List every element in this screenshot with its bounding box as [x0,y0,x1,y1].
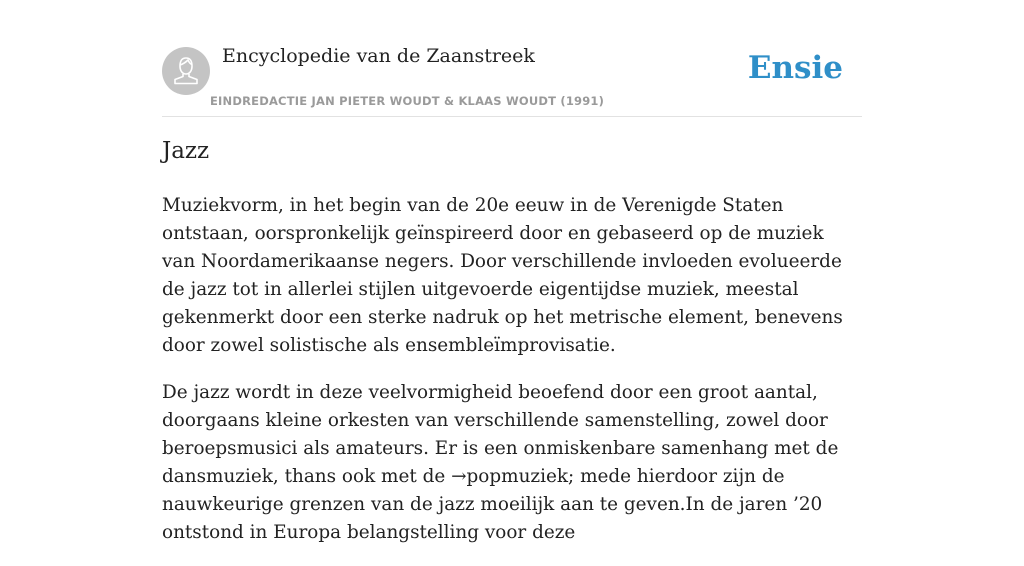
entry-body [162,192,862,566]
source-avatar[interactable] [162,47,210,95]
entry-title: Jazz [162,138,210,164]
entry-paragraph: Muziekvorm, in het begin van de 20e eeuw in de Verenigde Staten ontstaan, oorspronkelijk geïnspireerd door en gebaseerd op de muziek van Noordamerikaanse negers. Door verschillende invloeden evolueerde de jazz tot in allerlei stijlen uitgevoerde eigentijdse muziek, meestal gekenmerkt door een sterke nadruk op het metrische element, benevens door zowel solistische als ensembleïmprovisatie. [162,195,843,356]
paragraph-text: De jazz wordt in deze veelvormigheid beoefend door een groot aantal, doorgaans kleine orkesten van verschillende samenstelling, zowel door beroepsmusici als amateurs. Er is een onmiskenbare samenhang met de dansmuziek, thans ook met de [162,382,839,487]
ensie-logo[interactable]: Ensie [747,50,843,86]
popmuziek-link[interactable]: →popmuziek [451,466,569,487]
paragraph-text: ; mede hierdoor zijn de nauwkeurige grenzen van de jazz moeilijk aan te geven.In de jaren ’20 ontstond in Europa belangstelling voor deze [162,466,823,543]
user-silhouette-icon [162,47,210,95]
entry-paragraph [162,379,862,547]
source-header [162,40,862,117]
source-title[interactable]: Encyclopedie van de Zaanstreek [222,45,535,67]
source-editors: EINDREDACTIE JAN PIETER WOUDT & KLAAS WOUDT (1991) [210,94,605,108]
